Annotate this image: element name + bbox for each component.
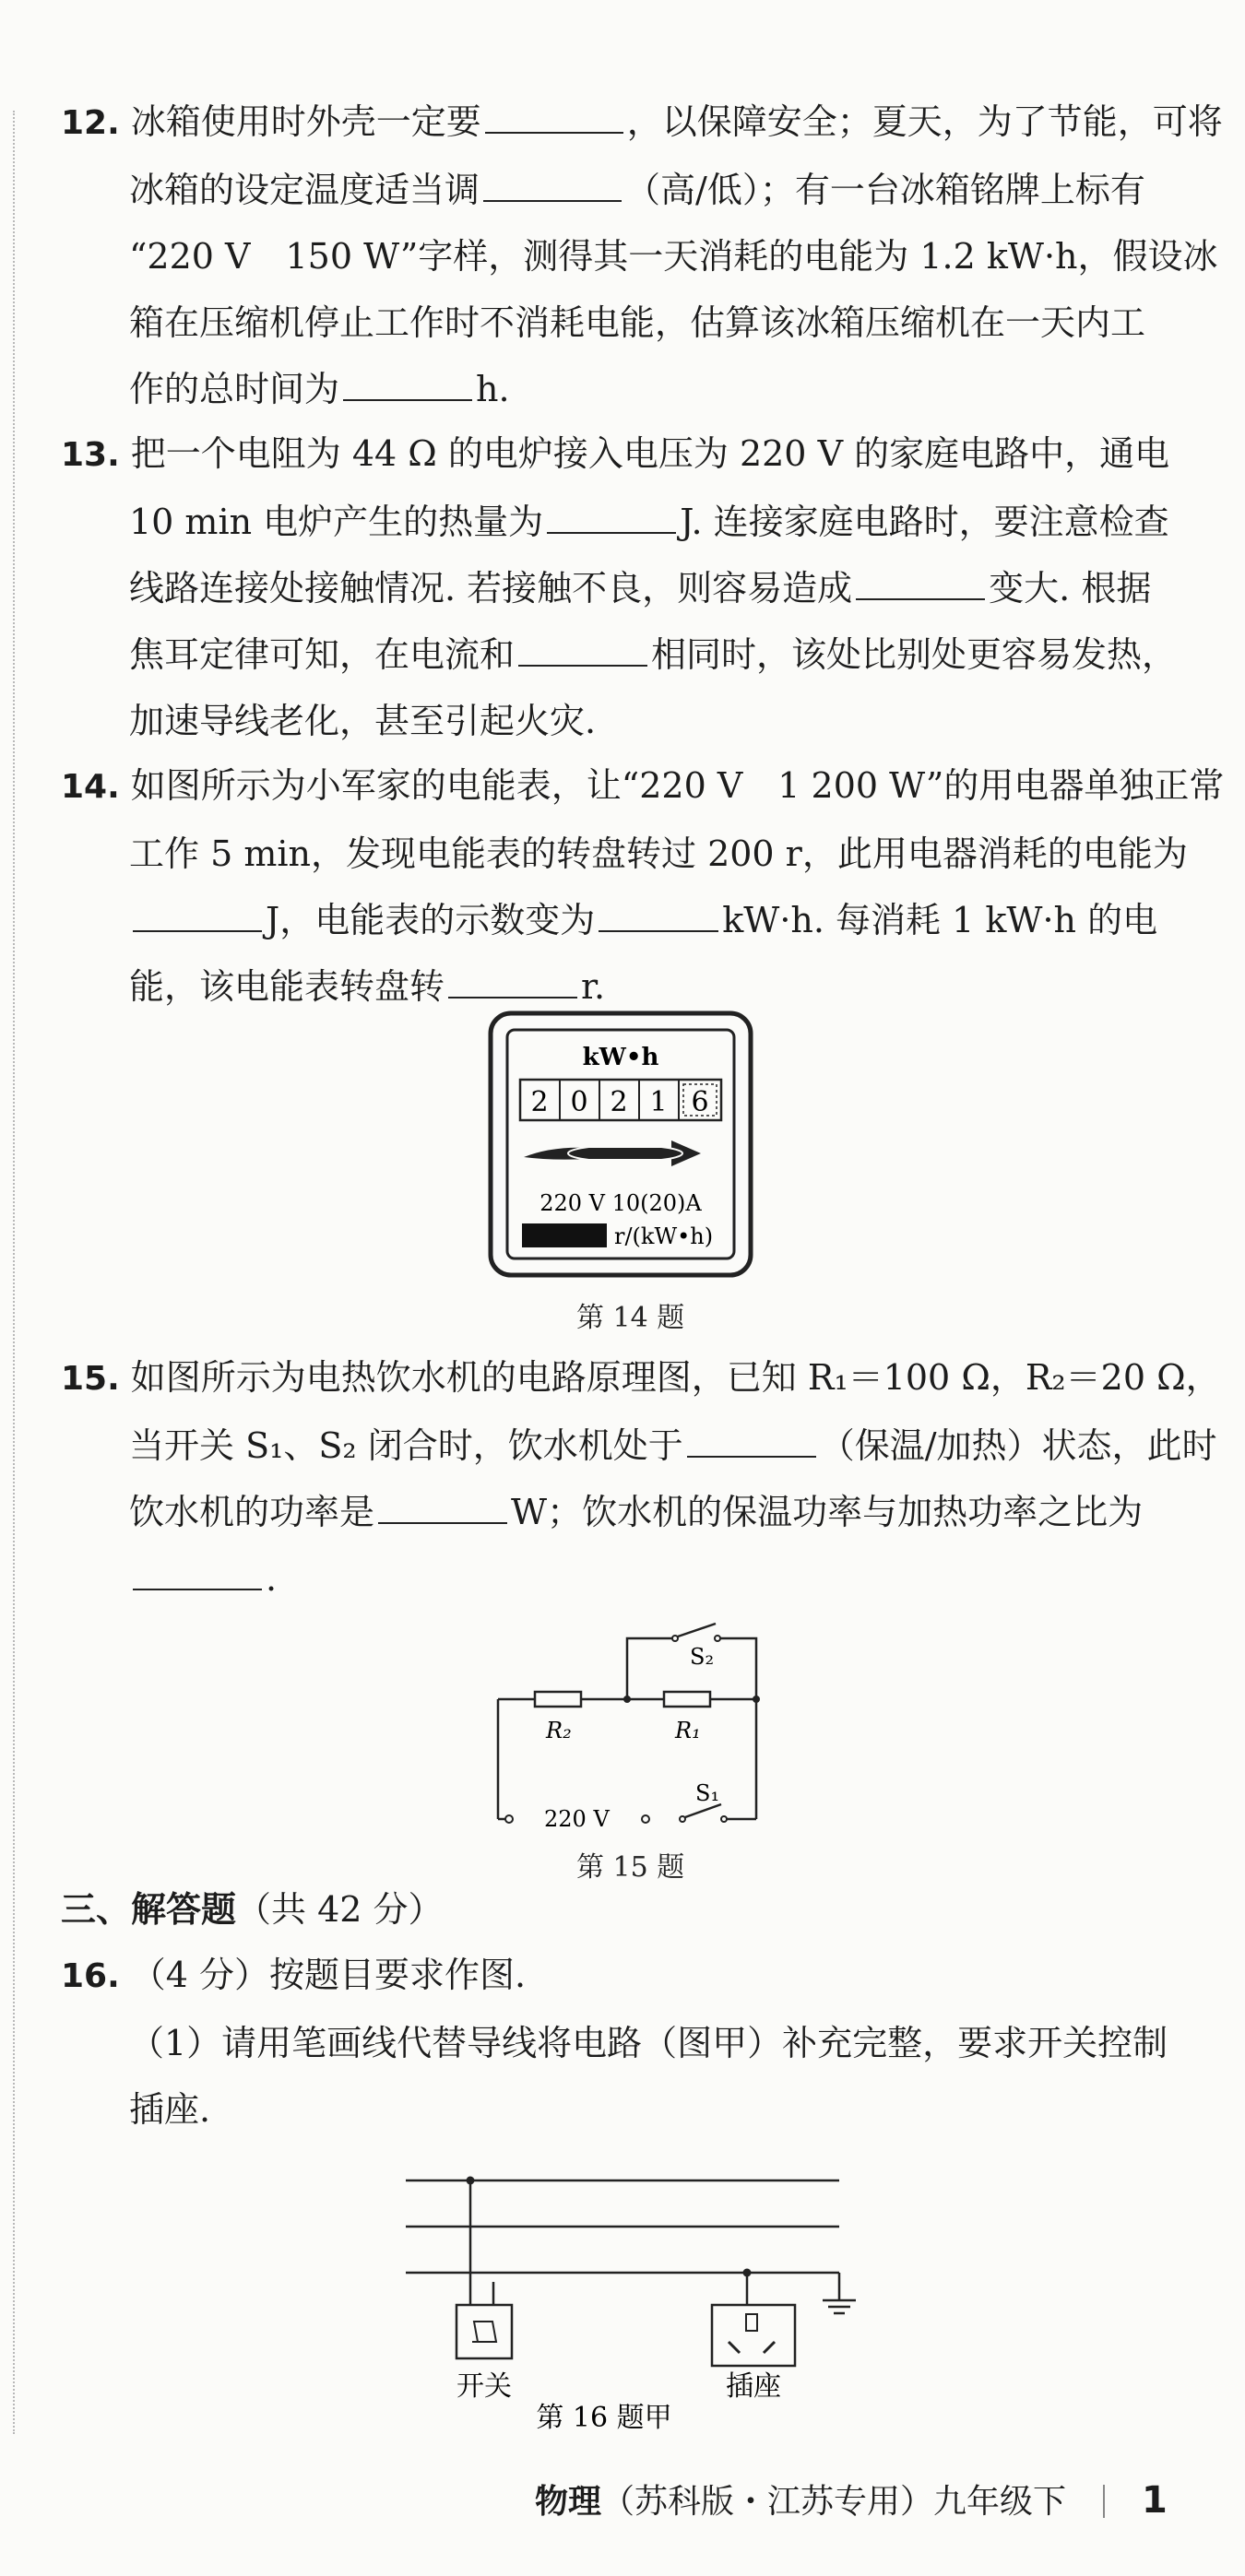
question-number: 14. xyxy=(61,768,120,806)
question-13 xyxy=(61,420,1178,754)
meter-digit: 2 xyxy=(530,1086,549,1118)
question-text: （4 分）按题目要求作图. xyxy=(130,1955,527,1995)
answer-blank[interactable] xyxy=(547,506,676,534)
socket-icon xyxy=(712,2305,795,2366)
resistor-r2 xyxy=(535,1692,581,1707)
junction-dot xyxy=(623,1696,631,1703)
question-text: h. xyxy=(476,369,510,409)
switch-box xyxy=(456,2305,512,2358)
terminal-dot xyxy=(505,1815,513,1823)
question-text: （1）请用笔画线代替导线将电路（图甲）补充完整，要求开关控制 xyxy=(129,2023,1168,2063)
answer-blank[interactable] xyxy=(448,971,577,998)
question-text: 当开关 S₁、S₂ 闭合时，饮水机处于 xyxy=(129,1425,683,1466)
question-text: 如图所示为电热饮水机的电路原理图，已知 R₁＝100 Ω，R₂＝20 Ω， xyxy=(130,1357,1221,1398)
figure-caption-14: 第 14 题 xyxy=(576,1302,685,1334)
junction-dot xyxy=(743,2269,752,2277)
question-number: 13. xyxy=(61,436,120,474)
meter-rating: 220 V 10(20)A xyxy=(540,1190,702,1216)
question-16 xyxy=(61,1942,1168,2143)
junction-dot xyxy=(467,2177,475,2185)
answer-blank[interactable] xyxy=(599,904,718,932)
question-text: J. 连接家庭电路时，要注意检查 xyxy=(680,502,1169,542)
question-number: 12. xyxy=(61,104,120,142)
question-text: 变大. 根据 xyxy=(989,568,1152,609)
question-text: “220 V 150 W”字样，测得其一天消耗的电能为 1.2 kW·h，假设冰 xyxy=(129,236,1218,277)
switch-label: 开关 xyxy=(456,2370,512,2403)
answer-blank[interactable] xyxy=(483,174,622,202)
resistor-r1 xyxy=(664,1692,710,1707)
meter-revolution-unit: r/(kW•h) xyxy=(614,1223,714,1249)
hidden-constant-box xyxy=(522,1223,607,1247)
footer-divider xyxy=(1103,2485,1105,2518)
section-heading xyxy=(61,1881,444,1932)
question-text: 插座. xyxy=(129,2089,211,2130)
answer-blank[interactable] xyxy=(343,373,472,401)
answer-blank[interactable] xyxy=(485,106,623,134)
question-text: 能，该电能表转盘转 xyxy=(129,966,445,1007)
s1-label: S₁ xyxy=(695,1780,720,1806)
question-text: 线路连接处接触情况. 若接触不良，则容易造成 xyxy=(129,568,853,609)
footer-subject: 物理 xyxy=(535,2483,602,2521)
answer-blank[interactable] xyxy=(378,1496,507,1524)
footer-edition: （苏科版・江苏专用）九年级下 xyxy=(601,2483,1067,2521)
question-text: 如图所示为小军家的电能表，让“220 V 1 200 W”的用电器单独正常 xyxy=(130,765,1225,806)
power-lines xyxy=(406,2180,856,2313)
rotation-arrow-icon xyxy=(524,1140,701,1166)
question-text: 冰箱使用时外壳一定要 xyxy=(130,101,481,142)
question-text: J，电能表的示数变为 xyxy=(266,900,596,940)
answer-blank[interactable] xyxy=(856,573,985,600)
voltage-label: 220 V xyxy=(544,1806,610,1832)
figure-caption-16: 第 16 题甲 xyxy=(536,2402,672,2434)
s2-label: S₂ xyxy=(690,1644,715,1670)
meter-unit-label: kW•h xyxy=(582,1044,659,1071)
question-text: 工作 5 min，发现电能表的转盘转过 200 r，此用电器消耗的电能为 xyxy=(129,833,1188,874)
energy-meter-figure xyxy=(487,1010,754,1279)
question-text: 饮水机的功率是 xyxy=(129,1492,375,1532)
answer-blank[interactable] xyxy=(518,639,647,667)
question-text: W；饮水机的保温功率与加热功率之比为 xyxy=(511,1492,1144,1532)
wiring-diagram-16 xyxy=(406,2157,858,2434)
question-text: r. xyxy=(581,966,606,1007)
circuit-diagram-15 xyxy=(489,1609,775,1835)
margin-dotted-rule xyxy=(13,111,15,2434)
terminal-dot xyxy=(642,1815,649,1823)
question-text: 加速导线老化，甚至引起火灾. xyxy=(129,701,597,741)
r1-label: R₁ xyxy=(675,1718,701,1743)
answer-blank[interactable] xyxy=(133,904,262,932)
question-text: 相同时，该处比别处更容易发热， xyxy=(651,634,1178,675)
meter-digit: 2 xyxy=(610,1086,628,1118)
answer-blank[interactable] xyxy=(133,1563,262,1590)
socket-label: 插座 xyxy=(726,2370,781,2403)
question-15 xyxy=(61,1344,1221,1612)
question-text: 作的总时间为 xyxy=(129,369,340,409)
junction-dot xyxy=(753,1696,760,1703)
question-text: kW·h. 每消耗 1 kW·h 的电 xyxy=(722,900,1158,940)
meter-digit-window xyxy=(520,1080,721,1120)
meter-digit: 0 xyxy=(570,1086,588,1118)
r2-label: R₂ xyxy=(546,1718,572,1743)
meter-digit: 6 xyxy=(691,1086,709,1118)
page-footer xyxy=(535,2476,1168,2523)
question-text: （高/低）；有一台冰箱铭牌上标有 xyxy=(625,170,1145,210)
section-note: （共 42 分） xyxy=(236,1889,444,1930)
switch-s1 xyxy=(680,1804,727,1822)
question-text: . xyxy=(266,1558,278,1599)
question-14 xyxy=(61,752,1225,1020)
question-text: （保温/加热）状态，此时 xyxy=(819,1425,1217,1466)
question-number: 16. xyxy=(61,1957,120,1995)
question-text: 箱在压缩机停止工作时不消耗电能，估算该冰箱压缩机在一天内工 xyxy=(129,302,1146,343)
question-text: ，以保障安全；夏天，为了节能，可将 xyxy=(626,101,1223,142)
question-text: 10 min 电炉产生的热量为 xyxy=(129,502,544,542)
question-number: 15. xyxy=(61,1360,120,1398)
section-title: 三、解答题 xyxy=(61,1889,237,1930)
question-text: 把一个电阻为 44 Ω 的电炉接入电压为 220 V 的家庭电路中，通电 xyxy=(130,433,1170,474)
answer-blank[interactable] xyxy=(687,1430,816,1458)
question-text: 冰箱的设定温度适当调 xyxy=(129,170,480,210)
question-text: 焦耳定律可知，在电流和 xyxy=(129,634,516,675)
figure-caption-15: 第 15 题 xyxy=(576,1851,685,1884)
meter-digit: 1 xyxy=(649,1086,668,1118)
question-12 xyxy=(61,89,1223,422)
page-number: 1 xyxy=(1142,2479,1168,2522)
switch-s2 xyxy=(672,1624,720,1641)
